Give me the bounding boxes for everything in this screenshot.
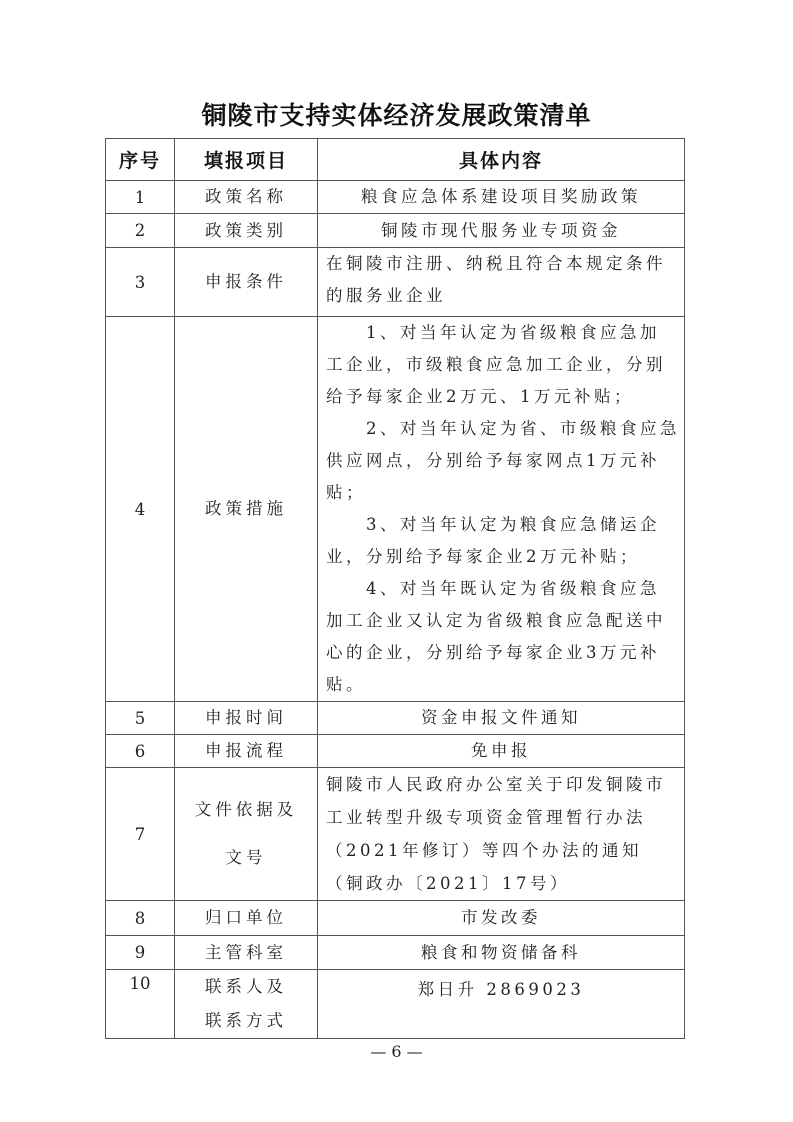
table-row xyxy=(106,768,685,901)
row-item xyxy=(175,181,318,214)
item-line: 政策类别 xyxy=(205,220,287,240)
row-item xyxy=(175,901,318,936)
table-row xyxy=(106,901,685,936)
row-content xyxy=(318,768,685,901)
row-number: 8 xyxy=(106,901,175,936)
content-line: 免申报 xyxy=(471,741,531,760)
item-line: 联系人及 xyxy=(205,977,287,996)
row-item xyxy=(175,735,318,768)
content-line: 在铜陵市注册、纳税且符合本规定条件 xyxy=(326,254,666,273)
item-line: 政策措施 xyxy=(205,499,287,518)
content-line: 心的企业，分别给予每家企业3万元补 xyxy=(326,643,660,662)
content-line: 铜陵市现代服务业专项资金 xyxy=(381,220,621,240)
policy-table xyxy=(105,138,685,1039)
row-item xyxy=(175,248,318,317)
table-row xyxy=(106,181,685,214)
item-line: 主管科室 xyxy=(205,942,287,962)
content-line: 供应网点，分别给予每家网点1万元补 xyxy=(326,451,660,470)
item-line: 文件依据及 xyxy=(194,800,298,819)
row-content xyxy=(318,248,685,317)
content-line: 加工企业又认定为省级粮食应急配送中 xyxy=(326,611,666,630)
table-row xyxy=(106,735,685,768)
content-line: 1、对当年认定为省级粮食应急加 xyxy=(366,323,660,342)
document-title: 铜陵市支持实体经济发展政策清单 xyxy=(201,101,592,130)
table-row xyxy=(106,317,685,702)
row-item xyxy=(175,936,318,970)
content-line: 郑日升 2869023 xyxy=(417,980,585,999)
row-content xyxy=(318,214,685,248)
table-row xyxy=(106,214,685,248)
table-row xyxy=(106,248,685,317)
row-number: 2 xyxy=(106,214,175,248)
content-line: 铜陵市人民政府办公室关于印发铜陵市 xyxy=(326,775,666,794)
row-number: 3 xyxy=(106,248,175,317)
row-number: 4 xyxy=(106,317,175,702)
content-line: 2、对当年认定为省、市级粮食应急 xyxy=(366,419,680,438)
header-no: 序号 xyxy=(106,139,175,181)
row-content xyxy=(318,317,685,702)
row-number: 1 xyxy=(106,181,175,214)
item-line: 文号 xyxy=(225,848,267,867)
row-item xyxy=(175,317,318,702)
content-line: 资金申报文件通知 xyxy=(421,708,581,727)
item-line: 联系方式 xyxy=(205,1011,287,1030)
content-line: 业，分别给予每家企业2万元补贴； xyxy=(326,547,640,566)
row-content xyxy=(318,970,685,1039)
row-number: 5 xyxy=(106,702,175,735)
page-number: — 6 — xyxy=(370,1042,423,1061)
content-line: 给予每家企业2万元、1万元补贴； xyxy=(326,387,634,406)
content-line: 贴； xyxy=(326,483,366,502)
row-item xyxy=(175,970,318,1039)
item-line: 申报流程 xyxy=(205,741,287,760)
item-line: 申报时间 xyxy=(205,708,287,727)
row-number: 9 xyxy=(106,936,175,970)
content-line: 贴。 xyxy=(326,675,366,694)
item-line: 申报条件 xyxy=(205,272,287,291)
item-line: 归口单位 xyxy=(205,908,287,927)
table-header-row xyxy=(106,139,685,181)
content-line: 粮食和物资储备科 xyxy=(421,942,581,962)
table-row xyxy=(106,936,685,970)
row-number: 6 xyxy=(106,735,175,768)
content-line: （铜政办〔2021〕17号） xyxy=(326,874,570,893)
content-line: 4、对当年既认定为省级粮食应急 xyxy=(366,579,660,598)
row-content xyxy=(318,181,685,214)
header-content: 具体内容 xyxy=(318,139,685,181)
row-content xyxy=(318,735,685,768)
row-number: 10 xyxy=(106,970,175,1039)
row-item xyxy=(175,214,318,248)
row-content xyxy=(318,901,685,936)
row-content xyxy=(318,702,685,735)
row-item xyxy=(175,702,318,735)
row-item xyxy=(175,768,318,901)
row-number: 7 xyxy=(106,768,175,901)
content-line: 3、对当年认定为粮食应急储运企 xyxy=(366,515,660,534)
item-line: 政策名称 xyxy=(205,187,287,206)
content-line: （2021年修订）等四个办法的通知 xyxy=(326,841,642,860)
content-line: 市发改委 xyxy=(461,908,541,927)
content-line: 粮食应急体系建设项目奖励政策 xyxy=(361,187,641,206)
header-item: 填报项目 xyxy=(175,139,318,181)
row-content xyxy=(318,936,685,970)
content-line: 工企业，市级粮食应急加工企业，分别 xyxy=(326,355,666,374)
table-row xyxy=(106,970,685,1039)
content-line: 工业转型升级专项资金管理暂行办法 xyxy=(326,808,646,827)
table-row xyxy=(106,702,685,735)
content-line: 的服务业企业 xyxy=(326,286,446,305)
